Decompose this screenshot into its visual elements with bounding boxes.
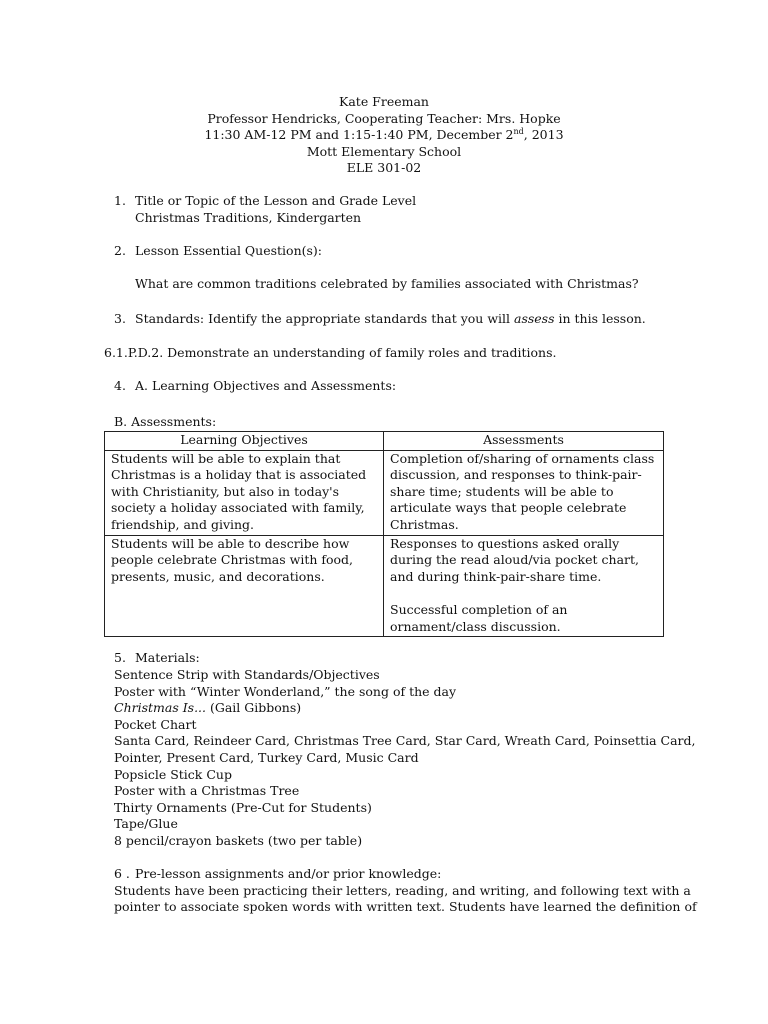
table-row — [105, 535, 664, 637]
section-number: 3. — [114, 311, 126, 326]
document-header — [0, 94, 768, 177]
section-number: 6 . — [114, 866, 130, 881]
time-line: 11:30 AM-12 PM and 1:15-1:40 PM, December 2nd, 2013 — [204, 127, 564, 143]
list-item: Tape/Glue — [114, 816, 178, 832]
assessment-cell: Completion of/sharing of ornaments class discussion, and responses to think-pair-share time; students will be able to articulate ways that people celebrate Christmas. — [384, 450, 664, 535]
objective-cell: Students will be able to describe how people celebrate Christmas with food, presents, music, and decorations. — [105, 535, 384, 637]
section-heading: Pre-lesson assignments and/or prior knowledge: — [135, 866, 442, 881]
course-code: ELE 301-02 — [346, 160, 422, 176]
table-row — [105, 450, 664, 535]
list-item: Thirty Ornaments (Pre-Cut for Students) — [114, 799, 372, 815]
section-heading: Standards: — [135, 311, 205, 326]
section-heading: A. Learning Objectives and Assessments: — [135, 378, 397, 393]
section-essential-question — [114, 243, 674, 293]
date-superscript: nd — [513, 127, 524, 137]
column-header: Assessments — [384, 432, 664, 451]
section-text: What are common traditions celebrated by families associated with Christmas? — [135, 276, 639, 292]
section-standards: 3. Standards: Identify the appropriate standards that you will assess in this lesson. — [114, 311, 646, 326]
section-number: 2. — [114, 243, 126, 258]
column-header: Learning Objectives — [105, 432, 384, 451]
list-item: Popsicle Stick Cup — [114, 766, 232, 782]
list-item: Poster with “Winter Wonderland,” the song of the day — [114, 683, 457, 699]
section-objectives — [114, 378, 674, 395]
assessment-cell: Responses to questions asked orally during the read aloud/via pocket chart, and during think-pair-share time. Successful completion of an ornament/class discussion. — [384, 535, 664, 637]
section-number: 1. — [114, 193, 126, 208]
list-item: Pocket Chart — [114, 716, 197, 732]
section-heading: Title or Topic of the Lesson and Grade Level — [135, 193, 417, 208]
professor-line: Professor Hendricks, Cooperating Teacher: Mrs. Hopke — [207, 110, 561, 126]
author-name: Kate Freeman — [339, 94, 429, 109]
list-item: Pointer, Present Card, Turkey Card, Music Card — [114, 749, 419, 765]
school-name: Mott Elementary School — [306, 143, 462, 159]
section-heading: Materials: — [135, 650, 200, 665]
section-text: pointer to associate spoken words with written text. Students have learned the definition of — [114, 899, 697, 915]
section-number: 5. — [114, 650, 126, 665]
list-item: Poster with a Christmas Tree — [114, 783, 300, 799]
section-prior-knowledge — [114, 866, 697, 916]
assessments-heading: B. Assessments: — [114, 414, 217, 429]
assessment-table — [104, 431, 664, 637]
section-number: 4. — [114, 378, 126, 393]
list-item: Christmas Is... (Gail Gibbons) — [114, 700, 302, 716]
table-header-row — [105, 432, 664, 451]
list-item: Santa Card, Reindeer Card, Christmas Tree Card, Star Card, Wreath Card, Poinsettia Card, — [114, 733, 696, 749]
section-text: Christmas Traditions, Kindergarten — [135, 209, 362, 225]
emphasis-text: assess — [514, 311, 555, 326]
section-materials — [114, 650, 674, 667]
objective-cell: Students will be able to explain that Christmas is a holiday that is associated with Christianity, but also in today's society a holiday associated with family, friendship, and giving. — [105, 450, 384, 535]
standard-text: 6.1.P.D.2. Demonstrate an understanding of family roles and traditions. — [104, 345, 557, 360]
list-item: 8 pencil/crayon baskets (two per table) — [114, 832, 363, 848]
list-item: Sentence Strip with Standards/Objectives — [114, 667, 380, 682]
section-text: Students have been practicing their letters, reading, and writing, and following text with a — [114, 882, 691, 898]
materials-list — [114, 667, 696, 850]
section-heading: Lesson Essential Question(s): — [135, 243, 323, 258]
section-title-topic — [114, 193, 674, 226]
